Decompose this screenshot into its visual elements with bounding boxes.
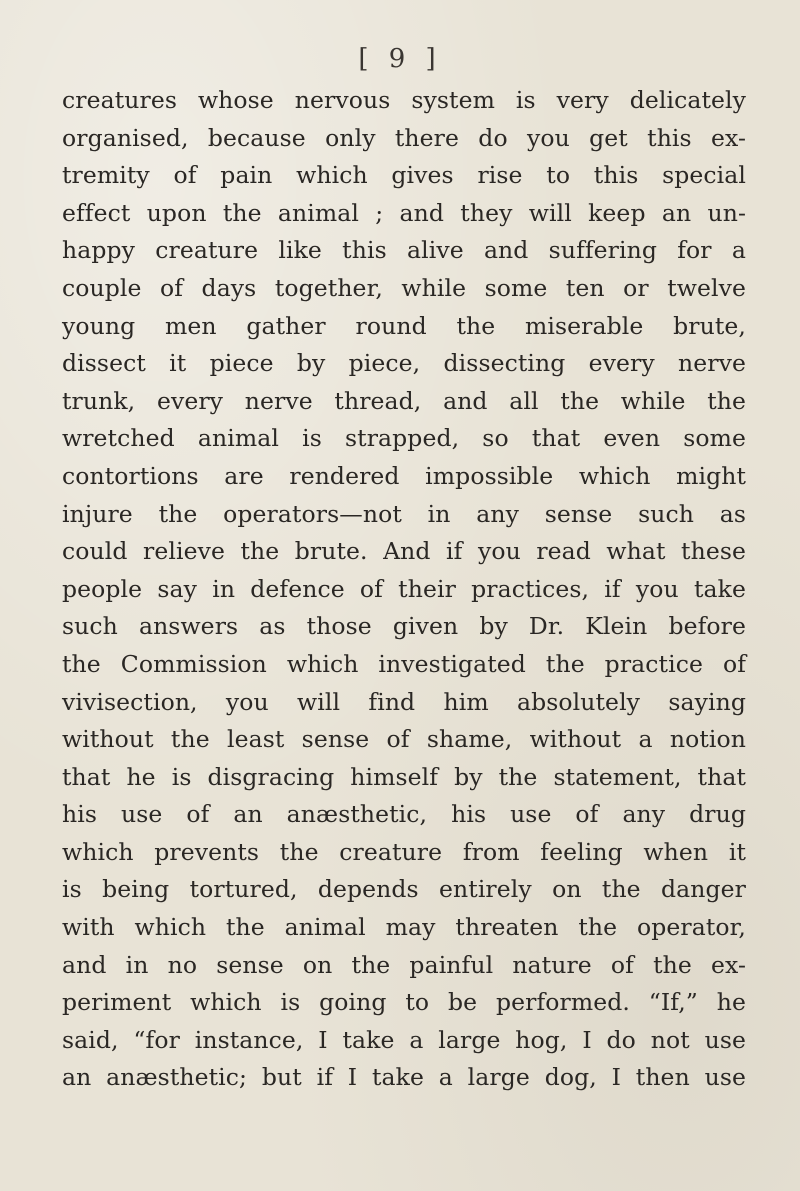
- text-line: wretched animal is strapped, so that even some: [62, 424, 746, 453]
- text-line: organised, because only there do you get this ex-: [62, 123, 746, 152]
- text-line: tremity of pain which gives rise to this special: [62, 161, 746, 190]
- text-line: effect upon the animal ; and they will keep an un-: [62, 198, 746, 227]
- text-line: such answers as those given by Dr. Klein before: [62, 612, 746, 641]
- text-line: an anæsthetic; but if I take a large dog, I then use: [62, 1063, 746, 1092]
- text-line: couple of days together, while some ten or twelve: [62, 273, 746, 302]
- text-line: contortions are rendered impossible which might: [62, 461, 746, 490]
- text-line: could relieve the brute. And if you read what these: [62, 537, 746, 566]
- text-line: said, “for instance, I take a large hog, I do not use: [62, 1025, 746, 1054]
- text-line: that he is disgracing himself by the statement, that: [62, 762, 746, 791]
- text-line: is being tortured, depends entirely on the danger: [62, 875, 746, 904]
- text-line: happy creature like this alive and suffering for a: [62, 236, 746, 265]
- text-line: young men gather round the miserable brute,: [62, 311, 746, 340]
- text-line: his use of an anæsthetic, his use of any drug: [62, 800, 746, 829]
- text-line: periment which is going to be performed. “If,” he: [62, 988, 746, 1017]
- text-line: which prevents the creature from feeling when it: [62, 837, 746, 866]
- page-number: [ 9 ]: [358, 44, 442, 74]
- text-line: trunk, every nerve thread, and all the while the: [62, 386, 746, 415]
- text-line: people say in defence of their practices, if you take: [62, 574, 746, 603]
- text-line: and in no sense on the painful nature of the ex-: [62, 950, 746, 979]
- text-line: dissect it piece by piece, dissecting every nerve: [62, 349, 746, 378]
- text-line: injure the operators—not in any sense such as: [62, 499, 746, 528]
- text-line: with which the animal may threaten the operator,: [62, 913, 746, 942]
- text-line: vivisection, you will find him absolutely saying: [62, 687, 746, 716]
- text-line: the Commission which investigated the practice of: [62, 649, 746, 678]
- text-line: without the least sense of shame, without a notion: [62, 725, 746, 754]
- text-line: creatures whose nervous system is very delicately: [62, 86, 746, 114]
- body-text: [62, 82, 746, 1097]
